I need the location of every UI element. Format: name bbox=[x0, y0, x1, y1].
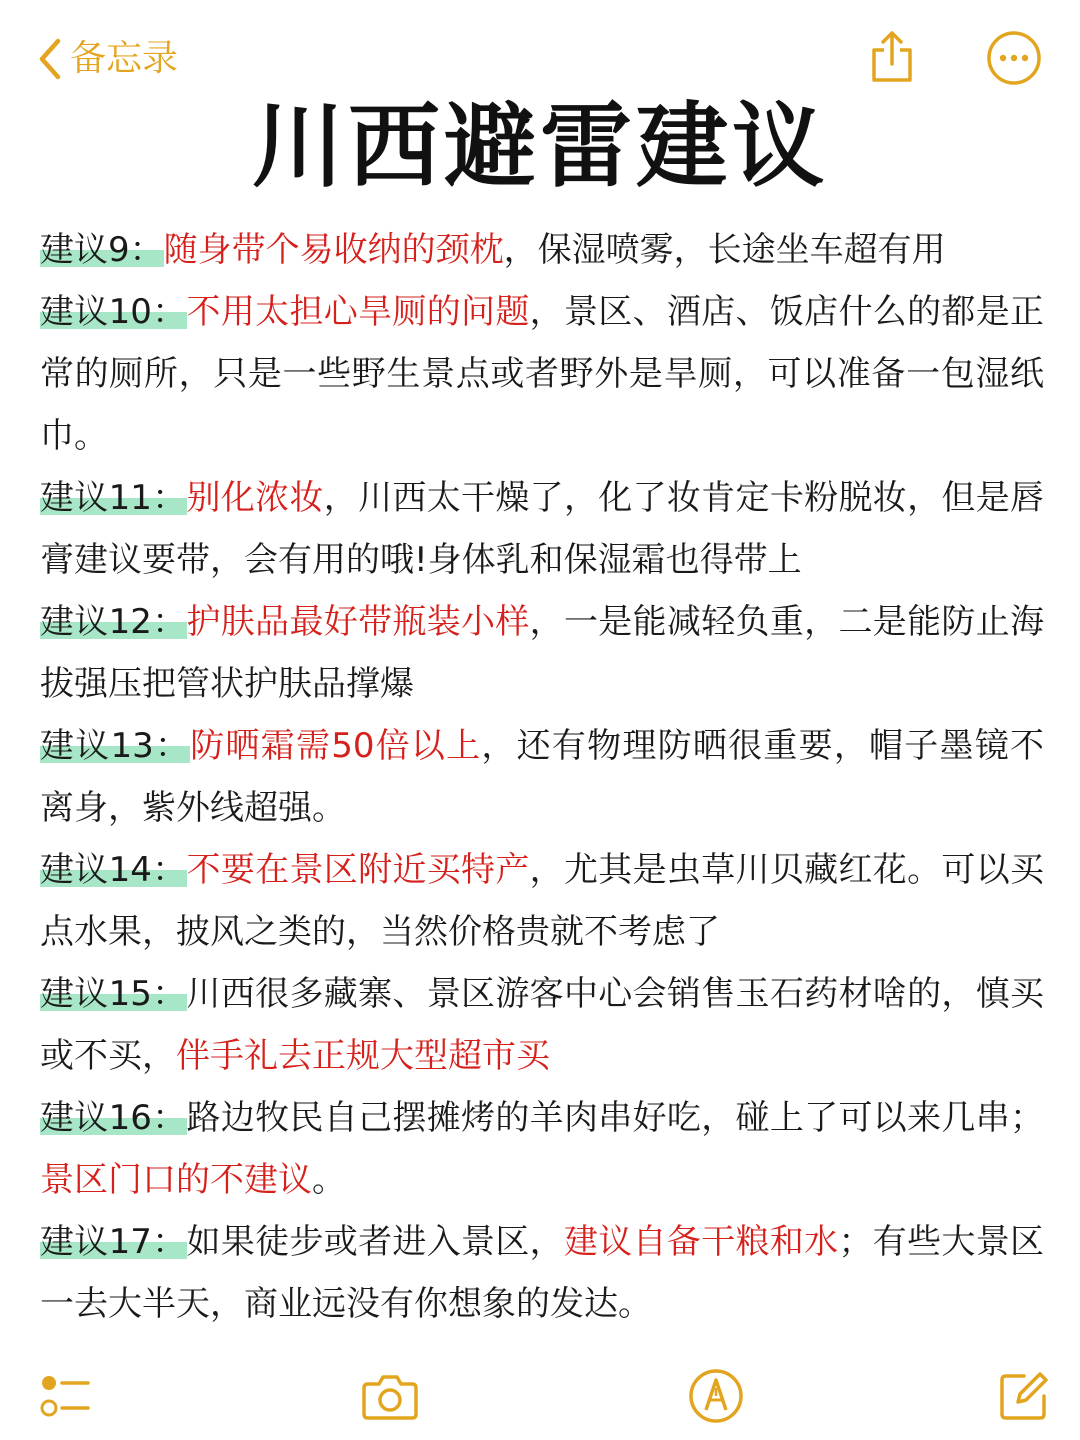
tip-label: 建议14： bbox=[40, 850, 187, 890]
back-button[interactable] bbox=[36, 34, 178, 84]
tip-item bbox=[40, 1211, 1044, 1335]
bottom-toolbar bbox=[0, 1360, 1080, 1430]
markup-button[interactable] bbox=[686, 1366, 746, 1426]
checklist-icon bbox=[38, 1366, 98, 1426]
camera-button[interactable] bbox=[360, 1366, 420, 1426]
share-icon bbox=[862, 28, 922, 88]
tip-highlight-text: 护肤品最好带瓶装小样 bbox=[186, 602, 530, 642]
tip-text: ，川西太干燥了，化了妆肯定卡粉脱妆，但是唇膏建议要带，会有用的哦!身体乳和保湿霜也得带上 bbox=[40, 478, 1045, 580]
tip-text: 如果徒步或者进入景区， bbox=[186, 1222, 564, 1262]
tip-text: 路边牧民自己摆摊烤的羊肉串好吃，碰上了可以来几串； bbox=[186, 1098, 1045, 1138]
chevron-left-icon bbox=[36, 37, 64, 81]
tip-text: ；有些大景区一去大半天，商业远没有你想象的发达。 bbox=[40, 1222, 1045, 1324]
tip-highlight-text: 伴手礼去正规大型超市买 bbox=[176, 1036, 550, 1076]
markup-pen-icon bbox=[686, 1366, 746, 1426]
tip-item bbox=[40, 715, 1044, 839]
tip-item bbox=[40, 591, 1044, 715]
tip-text: ，一是能减轻负重，二是能防止海拔强压把管状护肤品撑爆 bbox=[40, 602, 1045, 704]
tip-item bbox=[40, 219, 1044, 281]
tip-highlight-text: 不要在景区附近买特产 bbox=[186, 850, 530, 890]
tip-item bbox=[40, 1087, 1044, 1211]
tip-item bbox=[40, 467, 1044, 591]
tip-label: 建议17： bbox=[40, 1222, 187, 1262]
tip-item bbox=[40, 839, 1044, 963]
tip-label: 建议16： bbox=[40, 1098, 187, 1138]
tip-text: ，还有物理防晒很重要，帽子墨镜不离身，紫外线超强。 bbox=[40, 726, 1045, 828]
tip-text: 川西很多藏寨、景区游客中心会销售玉石药材啥的，慎买或不买， bbox=[40, 974, 1045, 1076]
tip-label: 建议11： bbox=[40, 478, 187, 518]
compose-icon bbox=[994, 1366, 1054, 1426]
tip-label: 建议13： bbox=[40, 726, 191, 766]
tip-highlight-text: 随身带个易收纳的颈枕 bbox=[163, 230, 504, 270]
tip-highlight-text: 不用太担心旱厕的问题 bbox=[186, 292, 530, 332]
tip-highlight-text: 景区门口的不建议 bbox=[40, 1160, 312, 1200]
tip-text: 。 bbox=[312, 1160, 346, 1200]
compose-button[interactable] bbox=[994, 1366, 1054, 1426]
tip-text: ，保湿喷雾，长途坐车超有用 bbox=[503, 230, 946, 270]
tip-label: 建议10： bbox=[40, 292, 187, 332]
note-title: 川西避雷建议 bbox=[251, 93, 828, 200]
tip-label: 建议9： bbox=[40, 230, 164, 270]
tip-item bbox=[40, 963, 1044, 1087]
back-label: 备忘录 bbox=[70, 38, 179, 79]
camera-icon bbox=[360, 1366, 420, 1426]
share-button[interactable] bbox=[862, 28, 922, 88]
tip-label: 建议12： bbox=[40, 602, 187, 642]
tip-highlight-text: 别化浓妆 bbox=[186, 478, 324, 518]
more-button[interactable] bbox=[984, 28, 1044, 88]
ellipsis-circle-icon bbox=[984, 28, 1044, 88]
checklist-button[interactable] bbox=[38, 1366, 98, 1426]
tip-text: ，尤其是虫草川贝藏红花。可以买点水果，披风之类的，当然价格贵就不考虑了 bbox=[40, 850, 1045, 952]
note-body[interactable] bbox=[40, 219, 1044, 1335]
tip-item bbox=[40, 281, 1044, 467]
tip-text: ，景区、酒店、饭店什么的都是正常的厕所，只是一些野生景点或者野外是旱厕，可以准备一包湿纸巾。 bbox=[40, 292, 1045, 456]
tip-label: 建议15： bbox=[40, 974, 187, 1014]
tip-highlight-text: 建议自备干粮和水 bbox=[563, 1222, 839, 1262]
tip-highlight-text: 防晒霜需50倍以上 bbox=[190, 726, 482, 766]
